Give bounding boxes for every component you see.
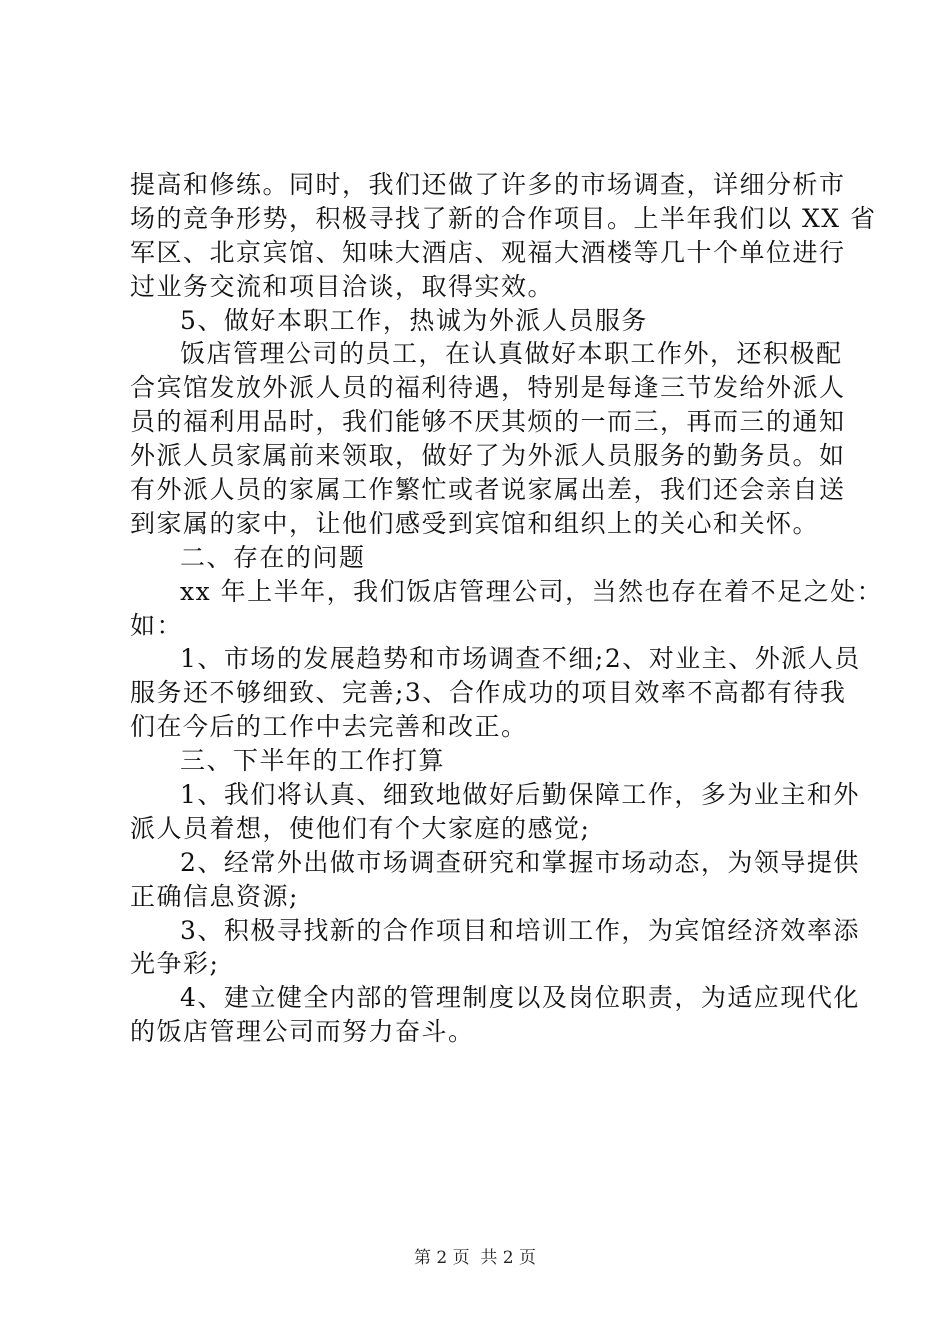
- text-line: 军区、北京宾馆、知味大酒店、观福大酒楼等几十个单位进行: [130, 237, 846, 267]
- text-line: 到家属的家中，让他们感受到宾馆和组织上的关心和关怀。: [130, 508, 820, 538]
- text-line: 如：: [130, 610, 184, 640]
- text-line: 有外派人员的家属工作繁忙或者说家属出差，我们还会亲自送: [130, 475, 846, 505]
- text-line: 员的福利用品时，我们能够不厌其烦的一而三，再而三的通知: [130, 407, 846, 437]
- page-number-label: 第 2 页 共 2 页: [413, 1248, 537, 1268]
- text-line: 合宾馆发放外派人员的福利待遇，特别是每逢三节发给外派人: [130, 373, 846, 403]
- list-item-start: 4、建立健全内部的管理制度以及岗位职责，为适应现代化: [180, 983, 860, 1013]
- text-line: 正确信息资源;: [130, 881, 299, 911]
- text-line: 们在今后的工作中去完善和改正。: [130, 712, 528, 742]
- text-line: 的饭店管理公司而努力奋斗。: [130, 1017, 475, 1047]
- list-item-start: 2、经常外出做市场调查研究和掌握市场动态，为领导提供: [180, 847, 860, 877]
- body-text: [130, 168, 884, 1049]
- page-footer: [0, 1243, 950, 1268]
- text-line: 派人员着想，使他们有个大家庭的感觉;: [130, 813, 591, 843]
- section-heading: 三、下半年的工作打算: [180, 746, 446, 776]
- list-item-start: 3、积极寻找新的合作项目和培训工作，为宾馆经济效率添: [180, 915, 860, 945]
- text-line: 光争彩;: [130, 949, 220, 979]
- text-line: 外派人员家属前来领取，做好了为外派人员服务的勤务员。如: [130, 441, 846, 471]
- section-heading: 二、存在的问题: [180, 542, 366, 572]
- paragraph-start: 饭店管理公司的员工，在认真做好本职工作外，还积极配: [180, 339, 843, 369]
- paragraph-start: xx 年上半年，我们饭店管理公司，当然也存在着不足之处：: [180, 576, 884, 606]
- paragraph-start: 1、市场的发展趋势和市场调查不细;2、对业主、外派人员: [180, 644, 861, 674]
- text-line: 服务还不够细致、完善;3、合作成功的项目效率不高都有待我: [130, 678, 847, 708]
- text-line: 过业务交流和项目洽谈，取得实效。: [130, 271, 555, 301]
- text-line: 提高和修练。同时，我们还做了许多的市场调查，详细分析市: [130, 170, 846, 199]
- text-line: 场的竞争形势，积极寻找了新的合作项目。上半年我们以 XX 省: [130, 203, 877, 233]
- section-heading: 5、做好本职工作，热诚为外派人员服务: [180, 305, 648, 335]
- list-item-start: 1、我们将认真、细致地做好后勤保障工作，多为业主和外: [180, 780, 860, 810]
